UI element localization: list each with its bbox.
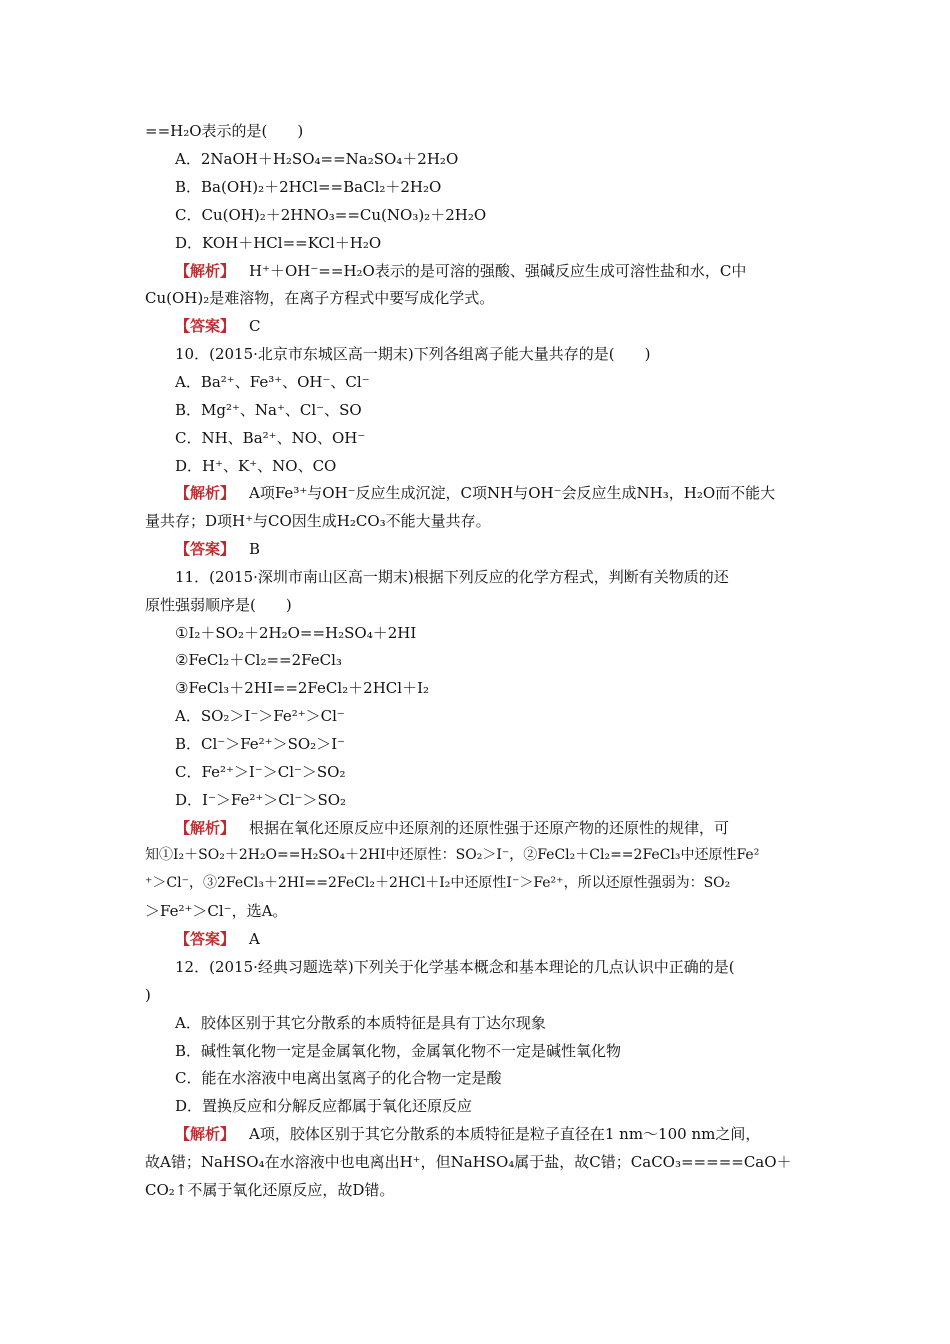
q11-option-a: A．SO₂＞I⁻＞Fe²⁺＞Cl⁻ bbox=[175, 707, 345, 725]
q10-option-b: B．Mg²⁺、Na⁺、Cl⁻、SO bbox=[175, 401, 362, 419]
q12-analysis-cont-2: CO₂↑不属于氧化还原反应，故D错。 bbox=[145, 1181, 395, 1199]
q9-option-c: C．Cu(OH)₂＋2HNO₃==Cu(NO₃)₂＋2H₂O bbox=[175, 206, 487, 224]
q11-reaction-1: ①I₂＋SO₂＋2H₂O==H₂SO₄＋2HI bbox=[175, 624, 417, 642]
q10-option-c: C．NH、Ba²⁺、NO、OH⁻ bbox=[175, 429, 366, 447]
q11-answer-line bbox=[175, 929, 260, 949]
q11-analysis-cont-2: ⁺＞Cl⁻，③2FeCl₃＋2HI==2FeCl₂＋2HCl＋I₂中还原性I⁻＞Fe²⁺，所以还原性强弱为：SO₂ bbox=[145, 875, 731, 891]
q12-stem-cont: ) bbox=[145, 986, 151, 1004]
q12-option-c: C．能在水溶液中电离出氢离子的化合物一定是酸 bbox=[175, 1069, 502, 1087]
q12-analysis-line bbox=[175, 1124, 760, 1144]
q10-stem: 10．(2015·北京市东城区高一期末)下列各组离子能大量共存的是( ) bbox=[175, 345, 651, 363]
q9-option-b: B．Ba(OH)₂＋2HCl==BaCl₂＋2H₂O bbox=[175, 178, 442, 196]
q9-answer: C bbox=[249, 317, 261, 335]
q9-option-d: D．KOH＋HCl==KCl＋H₂O bbox=[175, 234, 382, 252]
q11-option-b: B．Cl⁻＞Fe²⁺＞SO₂＞I⁻ bbox=[175, 735, 346, 753]
q12-option-a: A．胶体区别于其它分散系的本质特征是具有丁达尔现象 bbox=[175, 1014, 546, 1032]
q9-analysis-text: H⁺＋OH⁻==H₂O表示的是可溶的强酸、强碱反应生成可溶性盐和水，C中 bbox=[249, 262, 747, 280]
q12-option-d: D．置换反应和分解反应都属于氧化还原反应 bbox=[175, 1097, 473, 1115]
analysis-tag: 【解析】 bbox=[175, 484, 236, 502]
q10-analysis-line bbox=[175, 483, 775, 503]
q9-option-a: A．2NaOH＋H₂SO₄==Na₂SO₄＋2H₂O bbox=[175, 150, 459, 168]
answer-tag: 【答案】 bbox=[175, 930, 236, 948]
q12-analysis-text: A项，胶体区别于其它分散系的本质特征是粒子直径在1 nm～100 nm之间， bbox=[249, 1125, 761, 1143]
q9-answer-line bbox=[175, 316, 261, 336]
q11-option-c: C．Fe²⁺＞I⁻＞Cl⁻＞SO₂ bbox=[175, 763, 346, 781]
q12-analysis-cont-1: 故A错；NaHSO₄在水溶液中也电离出H⁺，但NaHSO₄属于盐，故C错；CaCO₃=====CaO＋ bbox=[145, 1153, 792, 1171]
q11-analysis-cont-3: ＞Fe²⁺＞Cl⁻，选A。 bbox=[145, 902, 288, 920]
analysis-tag: 【解析】 bbox=[175, 262, 236, 280]
q11-analysis-line bbox=[175, 818, 729, 838]
analysis-tag: 【解析】 bbox=[175, 1125, 236, 1143]
q12-stem: 12．(2015·经典习题选萃)下列关于化学基本概念和基本理论的几点认识中正确的是( bbox=[175, 958, 735, 976]
q10-option-d: D．H⁺、K⁺、NO、CO bbox=[175, 457, 337, 475]
q9-analysis-cont: Cu(OH)₂是难溶物，在离子方程式中要写成化学式。 bbox=[145, 289, 495, 307]
q11-answer: A bbox=[249, 930, 260, 948]
q11-analysis-text: 根据在氧化还原反应中还原剂的还原性强于还原产物的还原性的规律，可 bbox=[249, 819, 730, 837]
q9-analysis-line bbox=[175, 261, 808, 281]
analysis-tag: 【解析】 bbox=[175, 819, 236, 837]
q12-option-b: B．碱性氧化物一定是金属氧化物，金属氧化物不一定是碱性氧化物 bbox=[175, 1042, 622, 1060]
q10-option-a: A．Ba²⁺、Fe³⁺、OH⁻、Cl⁻ bbox=[175, 373, 370, 391]
q11-stem-cont: 原性强弱顺序是( ) bbox=[145, 596, 292, 614]
q9-stem-tail: ==H₂O表示的是( ) bbox=[145, 122, 304, 140]
answer-tag: 【答案】 bbox=[175, 317, 236, 335]
q11-reaction-3: ③FeCl₃＋2HI==2FeCl₂＋2HCl＋I₂ bbox=[175, 679, 430, 697]
q10-answer: B bbox=[249, 540, 261, 558]
q10-answer-line bbox=[175, 539, 260, 559]
q11-analysis-cont-1: 知①I₂＋SO₂＋2H₂O==H₂SO₄＋2HI中还原性：SO₂＞I⁻，②FeCl₂＋Cl₂==2FeCl₃中还原性Fe² bbox=[145, 847, 760, 863]
q11-option-d: D．I⁻＞Fe²⁺＞Cl⁻＞SO₂ bbox=[175, 791, 347, 809]
q10-analysis-cont: 量共存；D项H⁺与CO因生成H₂CO₃不能大量共存。 bbox=[145, 512, 491, 530]
q11-reaction-2: ②FeCl₂＋Cl₂==2FeCl₃ bbox=[175, 651, 342, 669]
answer-tag: 【答案】 bbox=[175, 540, 236, 558]
q11-stem: 11．(2015·深圳市南山区高一期末)根据下列反应的化学方程式，判断有关物质的还 bbox=[175, 568, 729, 586]
q10-analysis-text: A项Fe³⁺与OH⁻反应生成沉淀，C项NH与OH⁻会反应生成NH₃，H₂O而不能大 bbox=[249, 484, 776, 502]
